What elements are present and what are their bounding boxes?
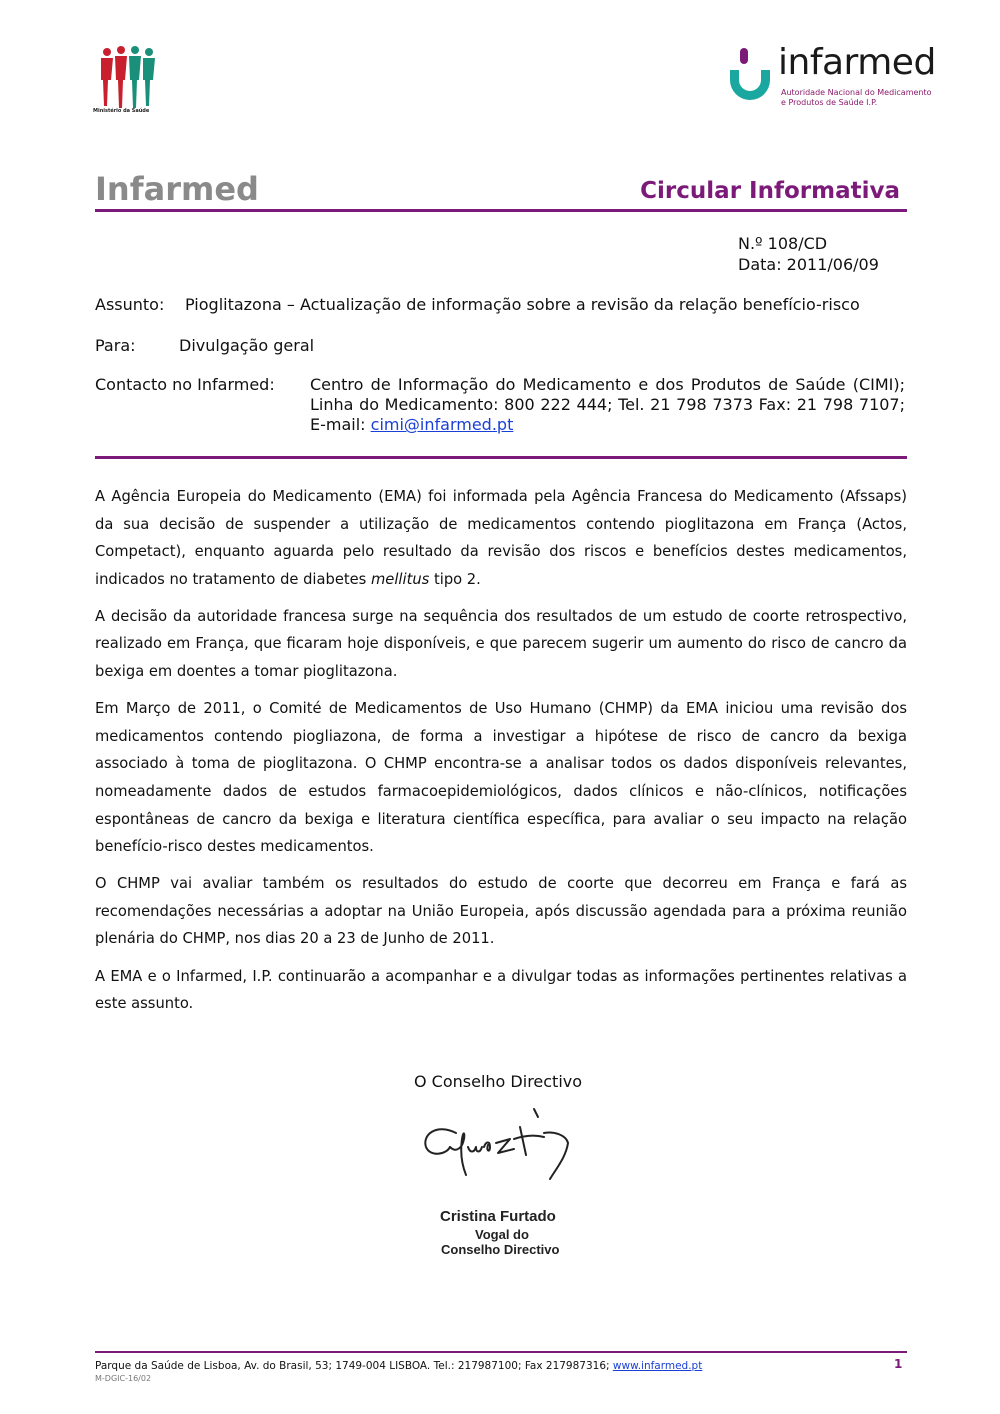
subject-value: Pioglitazona – Actualização de informação sobre a revisão da relação benefício-risco	[185, 295, 860, 314]
contact-label: Contacto no Infarmed:	[95, 375, 275, 394]
contact-email-link[interactable]: cimi@infarmed.pt	[370, 415, 514, 434]
brand-title: Infarmed	[95, 170, 259, 208]
infarmed-logo-subtitle-line2: e Produtos de Saúde I.P.	[781, 98, 878, 107]
footer-address	[95, 1360, 702, 1372]
paragraph-1-end: tipo 2.	[429, 570, 481, 588]
paragraph-1-text: A Agência Europeia do Medicamento (EMA) foi informada pela Agência Francesa do Medicamento (Afssaps) da sua decisão de suspender a utilização de medicamentos contendo pioglitazona em França (Actos, Competact), enquanto aguarda pelo resultado da revisão dos riscos e benefícios destes medicamentos, indicados no tratamento de diabetes	[95, 488, 907, 588]
footer-website-link[interactable]: www.infarmed.pt	[612, 1360, 703, 1372]
recipient-value: Divulgação geral	[179, 336, 315, 355]
contact-text: Centro de Informação do Medicamento e dos Produtos de Saúde (CIMI); Linha do Medicamento: 800 222 444; Tel. 21 798 7373 Fax: 21 798 7107; E-mail:	[310, 375, 905, 434]
form-code: M-DGIC-16/02	[95, 1374, 152, 1383]
circular-date: Data: 2011/06/09	[738, 255, 879, 274]
paragraph-4: O CHMP vai avaliar também os resultados do estudo de coorte que decorreu em França e fará as recomendações necessárias a adoptar na União Europeia, após discussão agendada para a próxima reunião plenária do CHMP, nos dias 20 a 23 de Junho de 2011.	[95, 875, 907, 948]
fields-divider	[95, 456, 907, 459]
document-type: Circular Informativa	[640, 178, 900, 204]
contact-value	[310, 375, 905, 435]
paragraph-1-italic: mellitus	[371, 570, 430, 588]
document-meta	[738, 233, 879, 275]
paragraph-5: A EMA e o Infarmed, I.P. continuarão a acompanhar e a divulgar todas as informações pertinentes relativas a este assunto.	[95, 967, 907, 1013]
subject-label: Assunto:	[95, 295, 165, 314]
ministry-caption: Ministério da Saúde	[93, 108, 150, 114]
signatory-role-line2: Conselho Directivo	[441, 1242, 560, 1257]
infarmed-logo-icon	[726, 46, 774, 106]
infarmed-logo-word: infarmed	[778, 42, 936, 83]
header-divider	[95, 209, 907, 212]
paragraph-3: Em Março de 2011, o Comité de Medicamentos de Uso Humano (CHMP) da EMA iniciou uma revisão dos medicamentos contendo piogliazona, de forma a investigar a hipótese de risco de cancro da bexiga associado à toma de pioglitazona. O CHMP encontra-se a analisar todos os dados disponíveis relevantes, nomeadamente dados de estudos farmacoepidemiológicos, dados clínicos e não-clínicos, notificações espontâneas de cancro da bexiga e literatura científica específica, para avaliar o seu impacto na relação benefício-risco destes medicamentos.	[95, 700, 907, 856]
page-number: 1	[894, 1357, 903, 1371]
footer-divider	[95, 1351, 907, 1353]
circular-number: N.º 108/CD	[738, 234, 828, 253]
infarmed-logo-subtitle	[781, 88, 932, 108]
paragraph-2: A decisão da autoridade francesa surge na sequência dos resultados de um estudo de coorte retrospectivo, realizado em França, que ficaram hoje disponíveis, e que parecem sugerir um aumento do risco de cancro da bexiga em doentes a tomar pioglitazona.	[95, 607, 907, 681]
footer-address-text: Parque da Saúde de Lisboa, Av. do Brasil, 53; 1749-004 LISBOA. Tel.: 217987100; Fax 217987316;	[95, 1360, 613, 1372]
signatory-role-line1: Vogal do	[475, 1227, 529, 1242]
recipient-label: Para:	[95, 336, 136, 355]
paragraph-1	[95, 483, 907, 593]
handwritten-signature	[416, 1105, 586, 1187]
body-text	[95, 483, 907, 1027]
signatory-name: Cristina Furtado	[440, 1208, 556, 1225]
infarmed-logo-subtitle-line1: Autoridade Nacional do Medicamento	[781, 88, 932, 97]
closing-line: O Conselho Directivo	[414, 1072, 583, 1091]
